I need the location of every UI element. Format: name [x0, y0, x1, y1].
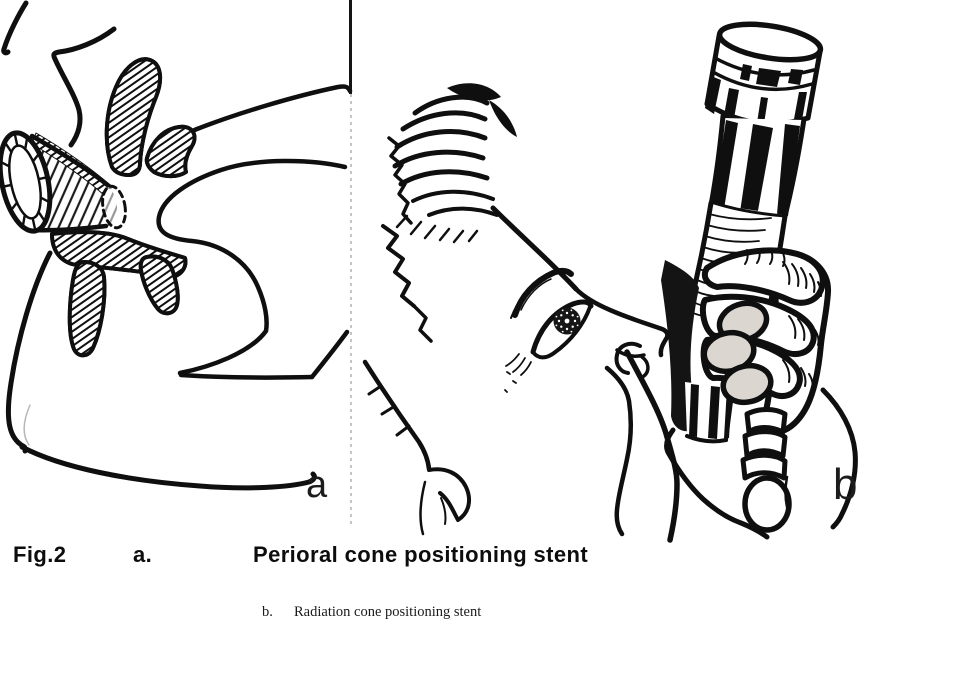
caption-a-marker: a. [133, 542, 153, 567]
caption-b-text: Radiation cone positioning stent [294, 604, 482, 620]
panel-a-label: a [306, 464, 328, 506]
lash-stubble-marks [505, 354, 531, 392]
figure-caption-secondary [0, 604, 962, 624]
panel-b-label: b [833, 460, 858, 509]
lower-teeth [52, 232, 185, 355]
upper-teeth [107, 59, 195, 176]
eye [533, 302, 591, 357]
figure-caption-primary [0, 542, 962, 568]
radiation-cone-illustration [355, 0, 962, 560]
patient-face [493, 208, 677, 540]
perioral-stent-illustration [0, 0, 355, 535]
panel-divider-lower [350, 94, 352, 528]
curled-pinky [743, 410, 789, 531]
caption-b-marker: b. [262, 604, 273, 620]
panel-divider-top [349, 0, 352, 94]
figure-number: Fig.2 [13, 542, 67, 567]
patient-beard-neck [365, 362, 469, 534]
caption-a-text: Perioral cone positioning stent [253, 542, 589, 567]
